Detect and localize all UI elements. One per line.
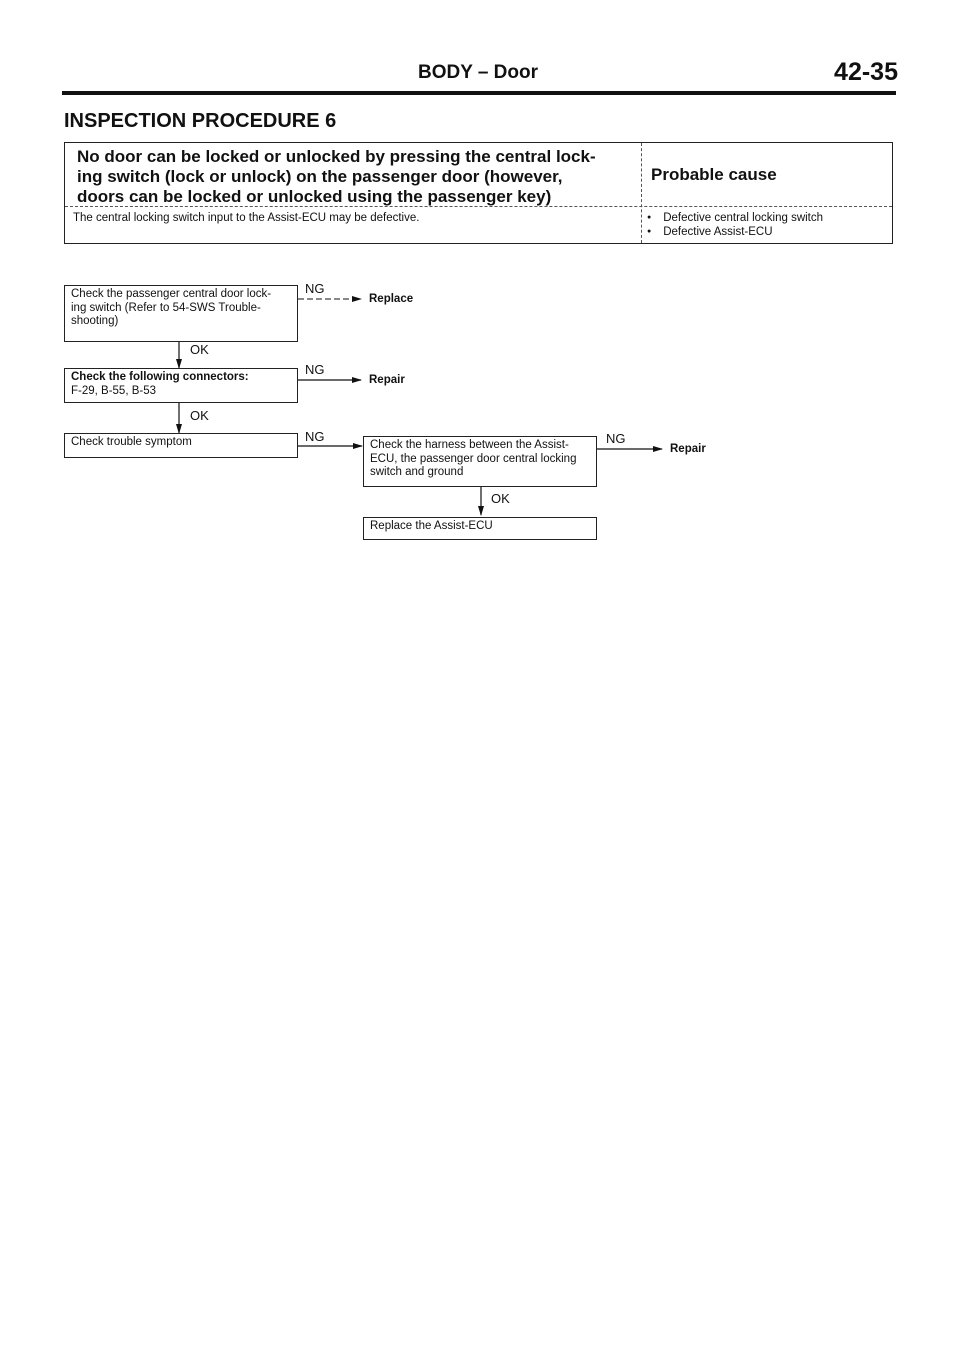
page-number: 42-35 [834,58,898,86]
check-trouble-symptom-box [64,433,298,458]
procedure-title: INSPECTION PROCEDURE 6 [64,110,337,132]
cause-item: ● Defective central locking switch [647,211,823,225]
step1-line: Check the passenger central door lock- [71,288,272,300]
result-replace: Replace [369,293,414,305]
step4-line: ECU, the passenger door central locking [370,452,577,465]
ng-label: NG [305,281,325,296]
result-repair: Repair [369,374,405,386]
problem-line: ing switch (lock or unlock) on the passenger door (however, [77,167,563,186]
result-repair: Repair [670,443,706,455]
step3-line: Check trouble symptom [71,436,192,448]
ng-label: NG [305,362,325,377]
replace-assist-ecu-box [363,517,597,540]
ng-label: NG [606,431,626,446]
step5-line: Replace the Assist-ECU [370,520,493,532]
check-connectors-box [64,368,298,403]
ok-label: OK [190,408,209,423]
ok-label: OK [190,342,209,357]
step1-line: shooting) [71,315,119,327]
ok-label: OK [491,491,510,506]
problem-note: The central locking switch input to the Assist-ECU may be defective. [73,212,420,224]
step2-line: F-29, B-55, B-53 [71,384,157,397]
step4-line: switch and ground [370,466,464,478]
ng-label: NG [305,429,325,444]
step2-line: Check the following connectors: [71,371,249,383]
problem-line: No door can be locked or unlocked by pressing the central lock- [77,147,596,166]
check-central-locking-switch-box [64,285,298,342]
problem-line: doors can be locked or unlocked using the passenger key) [77,187,552,206]
section-title: BODY – Door [418,62,539,83]
check-harness-box [363,436,597,487]
probable-cause-heading: Probable cause [651,165,777,184]
step1-line: ing switch (Refer to 54-SWS Trouble- [71,301,261,314]
cause-item: ● Defective Assist-ECU [647,225,823,239]
step4-line: Check the harness between the Assist- [370,439,569,451]
